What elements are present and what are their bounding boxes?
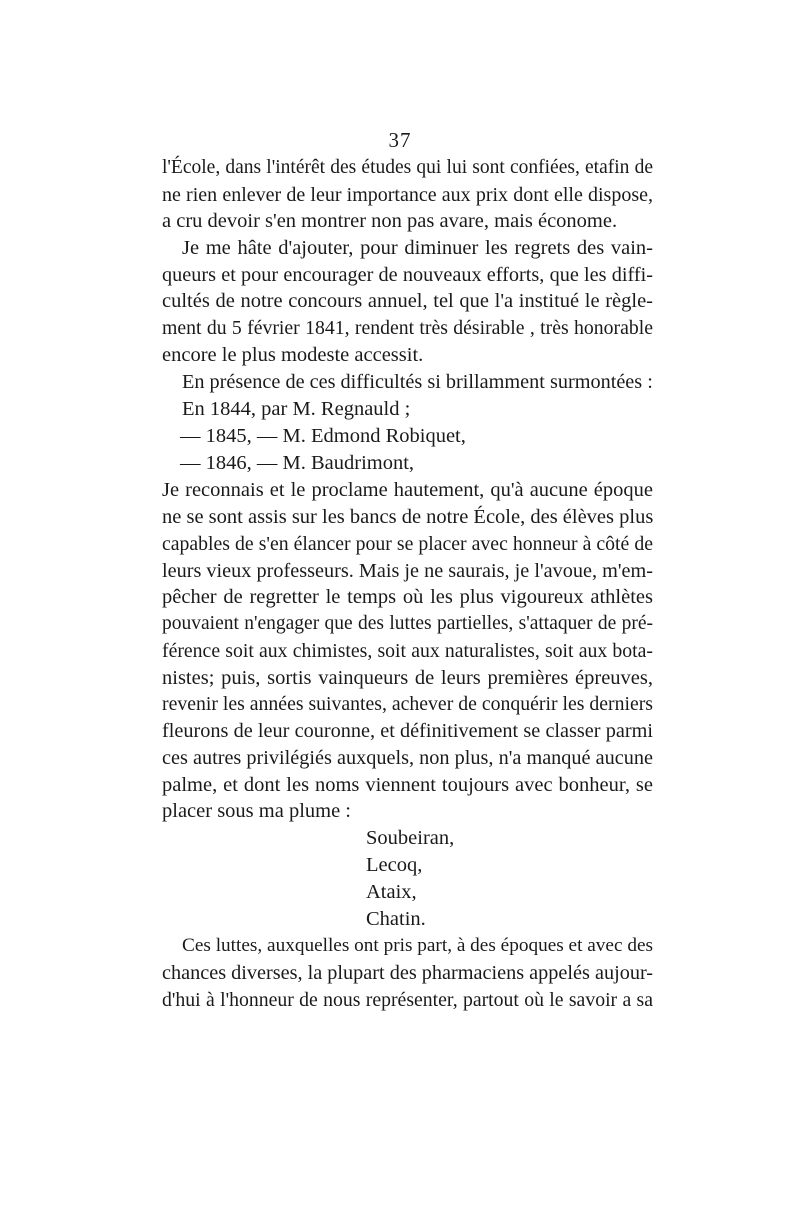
text-line: cultés de notre concours annuel, tel que l'a institué le règle-	[162, 290, 653, 312]
list-line: — 1846, — M. Baudrimont,	[180, 452, 415, 474]
text-line: placer sous ma plume :	[162, 800, 352, 822]
text-line: queurs et pour encourager de nouveaux efforts, que les diffi-	[162, 264, 653, 286]
page-number: 37	[388, 128, 412, 152]
paragraph-first-line: Ces luttes, auxquelles ont pris part, à des époques et avec des	[182, 935, 653, 956]
text-line: a cru devoir s'en montrer non pas avare, mais économe.	[162, 210, 618, 232]
text-line: ment du 5 février 1841, rendent très désirable , très honorable	[162, 317, 653, 339]
list-line: En 1844, par M. Regnauld ;	[182, 398, 411, 420]
text-line: pouvaient n'engager que des luttes partielles, s'attaquer de pré-	[162, 613, 653, 634]
text-line: pêcher de regretter le temps où les plus vigoureux athlètes	[162, 586, 653, 608]
text-line: nistes; puis, sortis vainqueurs de leurs premières épreuves,	[162, 667, 653, 689]
text-line: leurs vieux professeurs. Mais je ne saurais, je l'avoue, m'em-	[162, 560, 653, 582]
text-line: revenir les années suivantes, achever de conquérir les derniers	[162, 693, 653, 715]
text-line: l'École, dans l'intérêt des études qui lui sont confiées, etafin de	[162, 157, 653, 178]
text-line: Je reconnais et le proclame hautement, qu'à aucune époque	[162, 479, 653, 501]
name-line: Soubeiran,	[366, 827, 455, 849]
paragraph-first-line: En présence de ces difficultés si brillamment surmontées :	[182, 371, 653, 393]
text-line: fleurons de leur couronne, et définitivement se classer parmi	[162, 720, 653, 742]
name-line: Lecoq,	[366, 854, 423, 876]
list-line: — 1845, — M. Edmond Robiquet,	[180, 425, 466, 447]
name-line: Chatin.	[366, 908, 426, 930]
text-line: d'hui à l'honneur de nous représenter, partout où le savoir a sa	[162, 989, 653, 1011]
name-line: Ataix,	[366, 881, 417, 903]
text-line: ne rien enlever de leur importance aux prix dont elle dispose,	[162, 184, 653, 206]
paragraph-first-line: Je me hâte d'ajouter, pour diminuer les regrets des vain-	[182, 237, 653, 259]
text-line: encore le plus modeste accessit.	[162, 344, 424, 366]
text-line: ces autres privilégiés auxquels, non plus, n'a manqué aucune	[162, 747, 653, 769]
text-line: chances diverses, la plupart des pharmaciens appelés aujour-	[162, 962, 654, 984]
text-line: férence soit aux chimistes, soit aux naturalistes, soit aux bota-	[162, 640, 653, 662]
text-line: palme, et dont les noms viennent toujours avec bonheur, se	[162, 774, 653, 796]
text-line: ne se sont assis sur les bancs de notre École, des élèves plus	[162, 506, 654, 528]
text-line: capables de s'en élancer pour se placer avec honneur à côté de	[162, 533, 653, 555]
